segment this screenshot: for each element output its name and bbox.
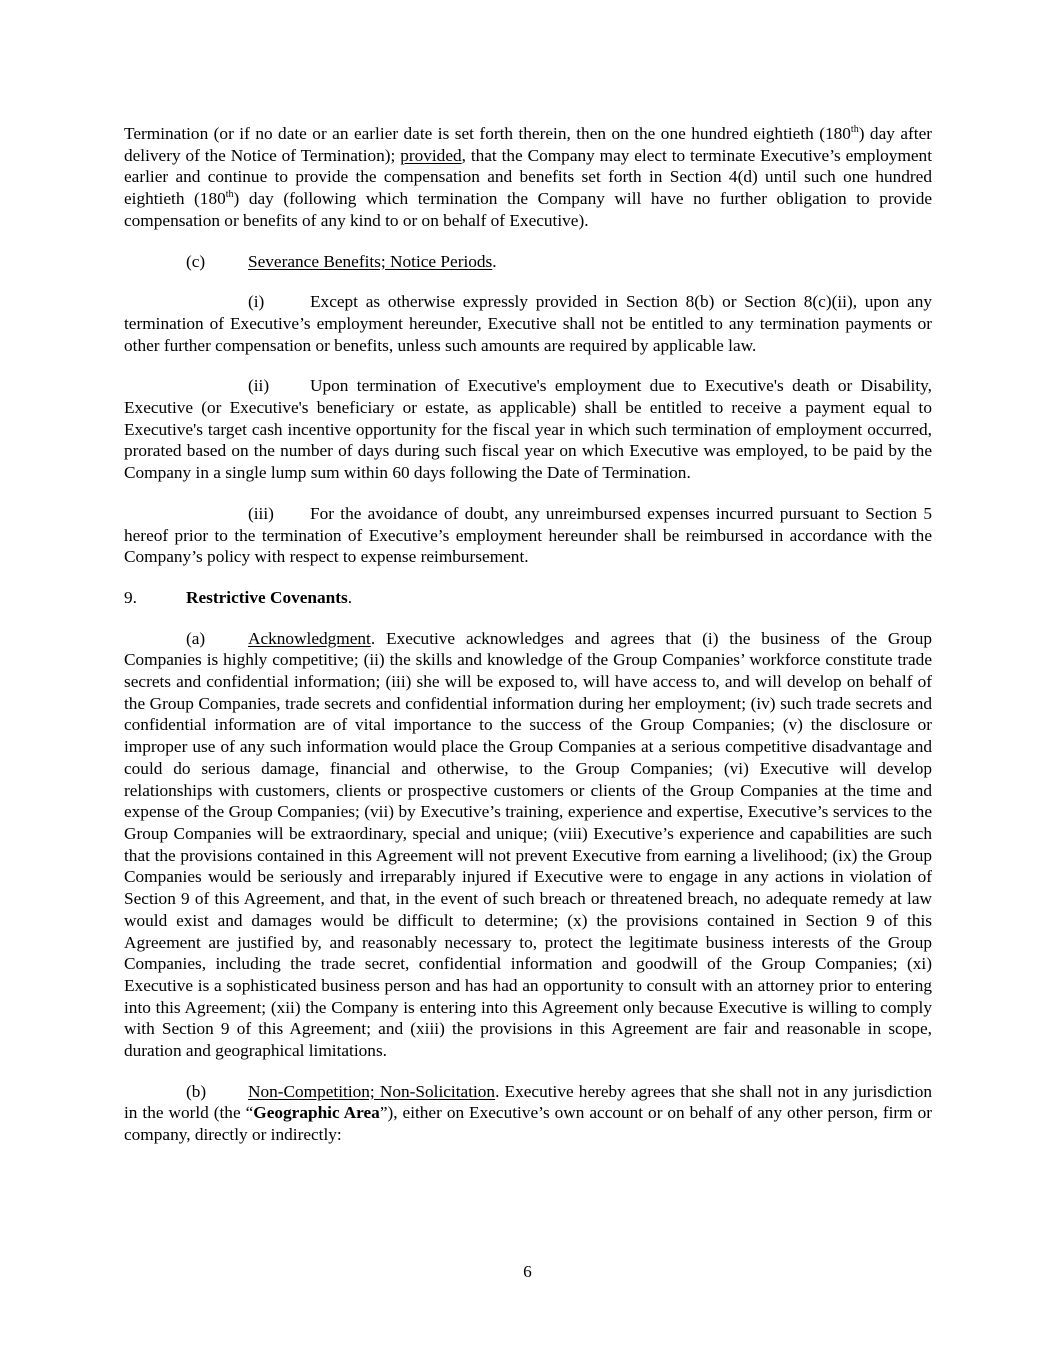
item-i-label: (i): [248, 292, 265, 312]
section-9-heading: 9. Restrictive Covenants.: [124, 587, 353, 607]
provided-term: provided: [400, 145, 462, 165]
item-i-paragraph: [124, 291, 932, 356]
item-iii-text: For the avoidance of doubt, any unreimbursed expenses incurred pursuant to Section 5 hereof prior to the termination of Executive’s employment hereunder shall be reimbursed in accordance with the Company’s policy with respect to expense reimbursement.: [124, 503, 932, 567]
item-ii-label: (ii): [248, 376, 270, 396]
section-9a-label: (a): [186, 628, 206, 648]
acknowledgment-heading: Acknowledgment: [248, 628, 371, 648]
page-number: 6: [523, 1262, 532, 1281]
restrictive-covenants-title: Restrictive Covenants: [186, 587, 348, 607]
document-body: [124, 123, 932, 1165]
geographic-area-term: Geographic Area: [253, 1103, 380, 1123]
section-8c-heading: (c) Severance Benefits; Notice Periods.: [186, 251, 497, 271]
section-9a-paragraph: [124, 628, 932, 1062]
section-9-number: 9.: [124, 587, 137, 607]
termination-continuation-paragraph: Termination (or if no date or an earlier date is set forth therein, then on the one hundred eightieth (180th) day after delivery of the Notice of Termination); provided, that the Company may elect to terminate Executive’s employment earlier and continue to provide the compensation and benefits set forth in Section 4(d) until such one hundred eightieth (180th) day (following which termination the Company will have no further obligation to provide compensation or benefits of any kind to or on behalf of Executive).: [124, 124, 933, 230]
non-competition-heading: Non-Competition; Non-Solicitation: [248, 1081, 496, 1101]
section-9b-label: (b): [186, 1081, 207, 1101]
section-8c-label: (c): [186, 251, 206, 271]
item-iii-label: (iii): [248, 503, 274, 523]
item-i-text: Except as otherwise expressly provided in Section 8(b) or Section 8(c)(ii), upon any termination of Executive’s employment hereunder, Executive shall not be entitled to any termination payments or other further compensation or benefits, unless such amounts are required by applicable law.: [124, 292, 932, 355]
item-ii-paragraph: [124, 375, 932, 484]
section-9a-text: . Executive acknowledges and agrees that (i) the business of the Group Companies is highly competitive; (ii) the skills and knowledge of the Group Companies’ workforce constitute trade secrets and confidential information; (iii) she will be exposed to, will have access to, and will develop on behalf of the Group Companies, trade secrets and confidential information during her employment; (iv) such trade secrets and confidential information are of vital importance to the success of the Group Companies; (v) the disclosure or improper use of any such information would place the Group Companies at a serious competitive disadvantage and could do serious damage, financial and otherwise, to the Group Companies; (vi) Executive will develop relationships with customers, clients or prospective customers or clients of the Group Companies at the time and expense of the Group Companies; (vii) by Executive’s training, experience and expertise, Executive’s services to the Group Companies will be extraordinary, special and unique; (viii) Executive’s experience and capabilities are such that the provisions contained in this Agreement will not prevent Executive from earning a livelihood; (ix) the Group Companies would be seriously and irreparably injured if Executive were to engage in any actions in violation of Section 9 of this Agreement, and that, in the event of such breach or threatened breach, no adequate remedy at law would exist and damages would be difficult to determine; (x) the provisions contained in Section 9 of this Agreement are justified by, and reasonably necessary to, protect the legitimate business interests of the Group Companies, including the trade secret, confidential information and goodwill of the Group Companies; (xi) Executive is a sophisticated business person and has had an opportunity to consult with an attorney prior to entering into this Agreement; (xii) the Company is entering into this Agreement only because Executive is willing to comply with Section 9 of this Agreement; and (xiii) the provisions in this Agreement are fair and reasonable in scope, duration and geographical limitations.: [124, 628, 932, 1061]
item-iii-paragraph: [124, 503, 932, 568]
section-9b-paragraph: (b) Non-Competition; Non-Solicitation. Executive hereby agrees that she shall not in any jurisdiction in the world (the “Geographic Area”), either on Executive’s own account or on behalf of any other person, firm or company, directly or indirectly:: [124, 1081, 932, 1145]
item-ii-text: Upon termination of Executive's employment due to Executive's death or Disability, Executive (or Executive's beneficiary or estate, as applicable) shall be entitled to receive a payment equal to Executive's target cash incentive opportunity for the fiscal year in which such termination of employment occurred, prorated based on the number of days during such fiscal year on which Executive was employed, to be paid by the Company in a single lump sum within 60 days following the Date of Termination.: [124, 376, 932, 483]
severance-benefits-heading: Severance Benefits; Notice Periods: [248, 251, 493, 271]
